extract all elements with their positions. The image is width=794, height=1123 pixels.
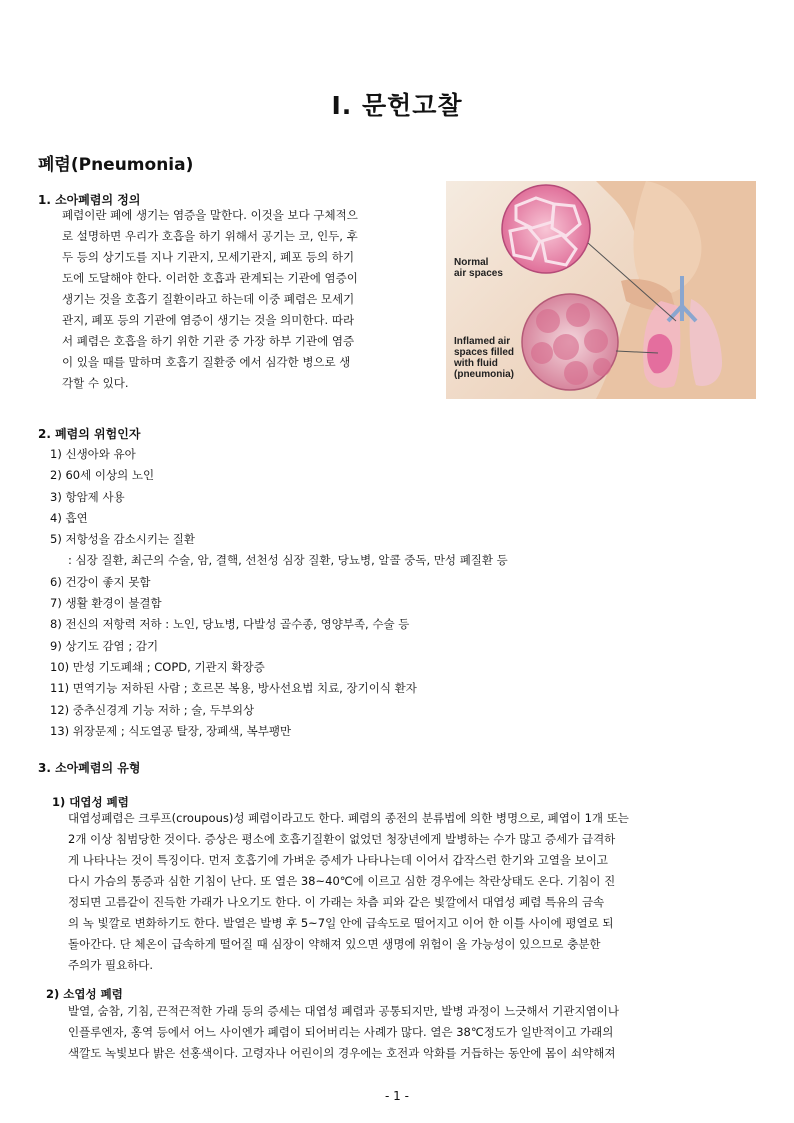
s3-sub2-line: 발열, 숨참, 기침, 끈적끈적한 가래 등의 증세는 대엽성 폐렴과 공통되지만, 발병 과정이 느긋해서 기관지염이나 xyxy=(68,1004,619,1018)
s1-line: 도에 도달해야 한다. 이러한 호흡과 관계되는 기관에 염증이 xyxy=(62,271,358,285)
list-item: 10) 만성 기도폐쇄 ; COPD, 기관지 확장증 xyxy=(50,659,265,674)
s1-line: 폐렴이란 폐에 생기는 염증을 말한다. 이것을 보다 구체적으 xyxy=(62,208,358,222)
label-inflamed-line: Inflamed air xyxy=(454,336,511,347)
s3-sub1-line: 주의가 필요하다. xyxy=(68,958,154,972)
s3-sub1-line: 2개 이상 침범당한 것이다. 증상은 평소에 호흡기질환이 없었던 청장년에게 발병하는 수가 많고 증세가 급격하 xyxy=(68,832,616,846)
s3-heading: 3. 소아폐렴의 유형 xyxy=(38,761,141,775)
s3-sub1-line: 다시 가슴의 통증과 심한 기침이 난다. 또 열은 38~40℃에 이르고 심한 경우에는 착란상태도 온다. 기침이 진 xyxy=(68,874,616,888)
s3-sub1-paragraph xyxy=(68,808,756,976)
label-inflamed-line: with fluid xyxy=(454,358,498,369)
s1-line: 이 있을 때를 말하며 호흡기 질환중 에서 심각한 병으로 생 xyxy=(62,355,351,369)
list-item: 1) 신생아와 유아 xyxy=(50,447,136,461)
s1-paragraph xyxy=(62,205,430,394)
s3-sub2-heading: 2) 소엽성 폐렴 xyxy=(46,987,123,1001)
s1-line: 로 설명하면 우리가 호흡을 하기 위해서 공기는 코, 인두, 후 xyxy=(62,229,358,243)
list-item: 8) 전신의 저항력 저하 : 노인, 당뇨병, 다발성 골수종, 영양부족, 수술 등 xyxy=(50,617,410,632)
list-item: 6) 건강이 좋지 못함 xyxy=(50,574,151,589)
section-title: 폐렴(Pneumonia) xyxy=(38,155,194,175)
list-item: 4) 흡연 xyxy=(50,510,88,525)
s1-line: 서 폐렴은 호흡을 하기 위한 기관 중 가장 하부 기관에 염증 xyxy=(62,334,355,348)
s3-sub1-heading: 1) 대엽성 폐렴 xyxy=(52,795,129,809)
label-inflamed-line: (pneumonia) xyxy=(454,369,514,380)
s3-sub1-line: 돌아간다. 단 체온이 급속하게 떨어질 때 심장이 약해져 있으면 생명에 위험이 올 가능성이 있으므로 충분한 xyxy=(68,937,601,951)
label-normal-line: air spaces xyxy=(454,268,503,279)
s3-sub2-line: 색깔도 녹빛보다 밝은 선홍색이다. 고령자나 어린이의 경우에는 호전과 악화를 거듭하는 동안에 몸이 쇠약해져 xyxy=(68,1046,616,1060)
s1-line: 생기는 것을 호흡기 질환이라고 하는데 이중 폐렴은 모세기 xyxy=(62,292,355,306)
s3-sub1-line: 의 녹 빛깔로 변화하기도 한다. 발열은 발병 후 5~7일 안에 급속도로 떨어지고 이어 한 이틀 사이에 평열로 되 xyxy=(68,916,614,930)
label-normal-air-spaces xyxy=(454,257,503,279)
s2-heading: 2. 폐렴의 위험인자 xyxy=(38,427,141,441)
label-inflamed-air-spaces xyxy=(454,336,514,380)
list-item: 9) 상기도 감염 ; 감기 xyxy=(50,638,159,653)
list-item: 13) 위장문제 ; 식도열공 탈장, 장폐색, 복부팽만 xyxy=(50,723,292,738)
pneumonia-illustration xyxy=(446,181,756,399)
s1-heading: 1. 소아폐렴의 정의 xyxy=(38,193,141,207)
s3-sub2-paragraph xyxy=(68,1001,756,1064)
page-number: - 1 - xyxy=(385,1089,409,1103)
list-item: 7) 생활 환경이 불결함 xyxy=(50,596,162,611)
s3-sub1-line: 게 나타나는 것이 특징이다. 먼저 호흡기에 가벼운 증세가 나타나는데 이어서 갑작스런 한기와 고열을 보이고 xyxy=(68,853,608,867)
list-item-detail: : 심장 질환, 최근의 수술, 암, 결핵, 선천성 심장 질환, 당뇨병, 알콜 중독, 만성 폐질환 등 xyxy=(68,553,508,568)
list-item: 2) 60세 이상의 노인 xyxy=(50,468,155,483)
label-normal-line: Normal xyxy=(454,257,489,268)
list-item: 11) 면역기능 저하된 사람 ; 호르몬 복용, 방사선요법 치료, 장기이식 환자 xyxy=(50,681,417,696)
s3-sub2-line: 인플루엔자, 홍역 등에서 어느 사이엔가 폐렴이 되어버리는 사례가 많다. 열은 38℃정도가 일반적이고 가래의 xyxy=(68,1025,614,1039)
list-item: 12) 중추신경계 기능 저하 ; 술, 두부외상 xyxy=(50,702,255,717)
list-item: 5) 저항성을 감소시키는 질환 xyxy=(50,532,195,547)
s1-line: 두 등의 상기도를 지나 기관지, 모세기관지, 폐포 등의 하기 xyxy=(62,250,355,264)
s3-sub1-line: 대엽성폐렴은 크루프(croupous)성 폐렴이라고도 한다. 폐렴의 종전의 분류법에 의한 병명으로, 폐엽이 1개 또는 xyxy=(68,811,629,825)
s1-line: 관지, 폐포 등의 기관에 염증이 생기는 것을 의미한다. 따라 xyxy=(62,313,355,327)
s3-sub1-line: 정되면 고름같이 진득한 가래가 나오기도 한다. 이 가래는 차츰 피와 같은 빛깔에서 대엽성 폐렴 특유의 금속 xyxy=(68,895,605,909)
chapter-title: Ⅰ. 문헌고찰 xyxy=(331,91,463,120)
label-inflamed-line: spaces filled xyxy=(454,347,515,358)
risk-factor-list xyxy=(50,444,508,742)
s1-line: 각할 수 있다. xyxy=(62,376,129,390)
list-item: 3) 항암제 사용 xyxy=(50,489,125,504)
